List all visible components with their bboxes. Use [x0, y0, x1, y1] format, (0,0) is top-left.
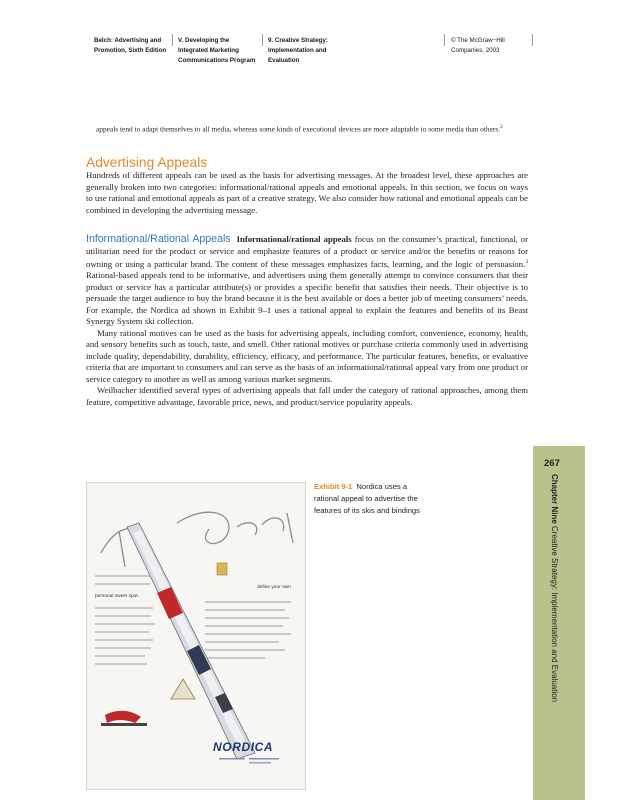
header-book-title: Belch: Advertising and Promotion, Sixth Edition — [94, 37, 167, 54]
section-heading: Advertising Appeals — [86, 155, 208, 170]
exhibit-caption: Exhibit 9-1 Nordica uses a rational appeal to advertise the features of its skis and bindings — [314, 482, 420, 515]
header-part-title: V. Developing the Integrated Marketing Communications Program — [178, 37, 256, 64]
ad-skier-photo — [101, 711, 147, 726]
header-copyright: © The McGraw−Hill Companies, 2003 — [451, 37, 505, 54]
ad-copy-left: personal sweet spot. — [95, 594, 139, 599]
exhibit-label: Exhibit 9-1 — [314, 482, 353, 491]
page-number: 267 — [544, 458, 560, 469]
chapter-side-tab — [533, 446, 585, 800]
header-divider — [532, 34, 533, 46]
footnote-marker: 3 — [525, 259, 528, 265]
header-chapter-title: 9. Creative Strategy: Implementation and Evaluation — [268, 37, 328, 64]
nordica-logo: NORDICA — [213, 740, 274, 754]
ad-copy-right: define your own — [257, 585, 291, 590]
chapter-tab-label: Chapter Nine Creative Strategy: Implementation and Evaluation — [550, 474, 559, 703]
header-divider — [262, 34, 263, 46]
section-paragraph: Hundreds of different appeals can be used as the basis for advertising messages. At the broadest level, these approaches are generally broken into two categories: informational/rational appeals and emotional appeals. In this section, we focus on ways to use rational and emotional appeals as part of a creative strategy. We also consider how rational and emotional appeals can be combined in developing the advertising message. — [86, 170, 528, 215]
intro-text: appeals tend to adapt themselves to all media, whereas some kinds of executional devices are more adaptable to some media than others.$^2$ — [96, 124, 503, 134]
header-divider — [172, 34, 173, 46]
ad-headline-script — [101, 512, 293, 567]
subsection-heading: Informational/Rational Appeals — [86, 233, 231, 245]
subsection-body: Informational/Rational Appeals Informational/rational appeals focus on the consumer’s practical, functional, or utilitarian need for the product or service and emphasize features of a product or service and/or the benefits or reasons for owning or using a particular brand. The content of these messages emphasizes facts, learning, and the logic of persuasion.$^3$ Rational-based appeals tend to be informative, and advertisers using them generally attempt to convince consumers that their product or service has a particular attribute(s) or provides a specific benefit that satisfies their needs. Their objective is to persuade the target audience to buy the brand because it is the best available or does a better job of meeting consumers’ needs. For example, the Nordica ad shown in Exhibit 9–1 uses a rational appeal to explain the features and benefits of its Beast Synergy System ski collection. Many rational motives can be used as the basis for advertising appeals, including comfort, convenience, economy, health, and sensory benefits such as touch, taste, and smell. Other rational motives or purchase criteria commonly used in advertising include quality, dependability, durability, efficiency, efficacy, and performance. The particular features, benefits, or evaluative criteria that are important to consumers and can serve as the basis of an informational/rational appeal vary from one product or service category to another as well as among various market segments. Weilbacher identified several types of advertising appeals that fall under the category of rational approaches, among them feature, competitive advantage, favorable price, news, and product/service popularity appeals. — [86, 233, 528, 407]
paragraph-rational-motives: Many rational motives can be used as the basis for advertising appeals, including comfort, convenience, economy, health, and sensory benefits such as touch, taste, and smell. Other rational motives or purchase criteria commonly used in advertising include quality, dependability, durability, efficiency, efficacy, and performance. The particular features, benefits, or evaluative criteria that are important to consumers and can serve as the basis of an informational/rational appeal vary from one product or service category to another as well as among various market segments. — [86, 327, 528, 384]
runin-term: Informational/rational appeals — [236, 234, 352, 244]
footnote-marker: 2 — [500, 125, 503, 130]
ad-triangle-emblem — [171, 679, 195, 699]
paragraph-weilbacher: Weilbacher identified several types of advertising appeals that fall under the category of rational approaches, among them feature, competitive advantage, favorable price, news, and product/service popularity appeals. — [86, 385, 528, 407]
exhibit-ad-image — [86, 482, 306, 790]
ad-award-seal — [217, 563, 227, 575]
header-divider — [444, 34, 445, 46]
ad-tagline-lines — [215, 757, 295, 767]
